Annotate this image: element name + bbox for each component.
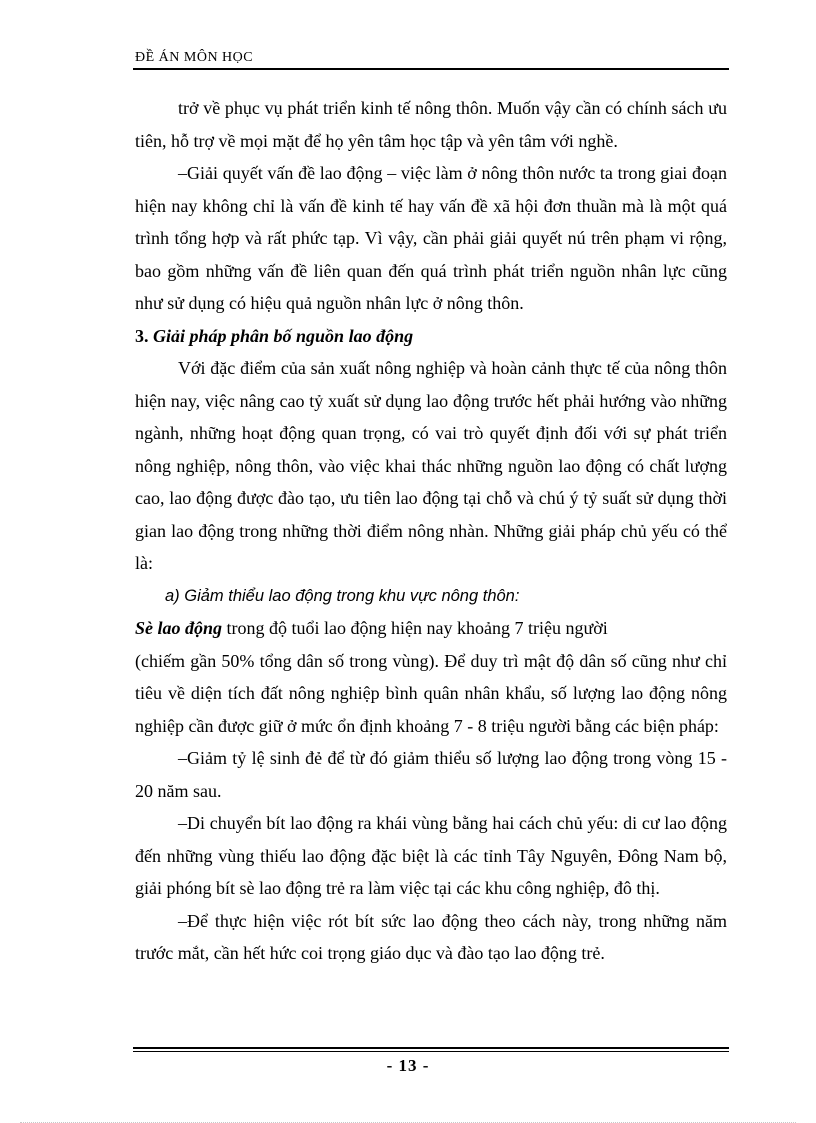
footer-divider-thin bbox=[133, 1051, 729, 1052]
paragraph-3: Với đặc điểm của sản xuất nông nghiệp và hoàn cảnh thực tế của nông thôn hiện nay, việc nâng cao tỷ xuất sử dụng lao động trước hết phải hướng vào những ngành, những hoạt động quan trọng, có vai trò quyết định đối với sự phát triển nông nghiệp, nông thôn, vào việc khai thác những nguồn lao động có chất lượng cao, lao động được đào tạo, ưu tiên lao động tại chỗ và chú ý tỷ suất sử dụng thời gian lao động trong những thời điểm nông nhàn. Những giải pháp chủ yếu có thể là: bbox=[135, 358, 727, 573]
paragraph-4-rest: trong độ tuổi lao động hiện nay khoảng 7 triệu người bbox=[222, 618, 608, 638]
paragraph-2: –Giải quyết vấn đề lao động – việc làm ở nông thôn nước ta trong giai đoạn hiện nay không chỉ là vấn đề kinh tế hay vấn đề xã hội đơn thuần mà là một quá trình tổng hợp và rất phức tạp. Vì vậy, cần phải giải quyết nú trên phạm vi rộng, bao gồm những vấn đề liên quan đến quá trình phát triển nguồn nhân lực cũng như sử dụng có hiệu quả nguồn nhân lực ở nông thôn. bbox=[135, 163, 727, 313]
paragraph-6: –Giảm tỷ lệ sinh đẻ để từ đó giảm thiểu số lượng lao động trong vòng 15 - 20 năm sau. bbox=[135, 748, 727, 801]
paragraph-7: –Di chuyển bít lao động ra khái vùng bằng hai cách chủ yếu: di cư lao động đến những vùng thiếu lao động đặc biệt là các tỉnh Tây Nguyên, Đông Nam bộ, giải phóng bít sè lao động trẻ ra làm việc tại các khu công nghiệp, đô thị. bbox=[135, 813, 727, 898]
section-heading-number: 3. bbox=[135, 325, 153, 346]
section-heading-3 bbox=[135, 320, 727, 353]
subheading-a: a) Giảm thiểu lao động trong khu vực nông thôn: bbox=[165, 586, 520, 605]
document-header-title: ĐỀ ÁN MÔN HỌC bbox=[135, 50, 254, 65]
paragraph-1: trở về phục vụ phát triển kinh tế nông thôn. Muốn vậy cần có chính sách ưu tiên, hỗ trợ về mọi mặt để họ yên tâm học tập và yên tâm với nghề. bbox=[135, 98, 727, 151]
paragraph-4 bbox=[135, 612, 727, 645]
paragraph-5: (chiếm gần 50% tổng dân số trong vùng). Để duy trì mật độ dân số cũng như chỉ tiêu về diện tích đất nông nghiệp bình quân nhân khẩu, số lượng lao động nông nghiệp cần được giữ ở mức ổn định khoảng 7 - 8 triệu người bằng các biện pháp: bbox=[135, 650, 727, 736]
paragraph-8: –Để thực hiện việc rót bít sức lao động theo cách này, trong những năm trước mắt, cần hết hức coi trọng giáo dục và đào tạo lao động trẻ. bbox=[135, 910, 727, 963]
page-number: - 13 - bbox=[386, 1056, 430, 1075]
paragraph-4-bold-lead: Sè lao động bbox=[135, 618, 223, 638]
document-body bbox=[135, 92, 727, 970]
header-divider bbox=[133, 68, 729, 70]
section-heading-text: Giải pháp phân bố nguồn lao động bbox=[153, 325, 414, 346]
footer-divider-thick bbox=[133, 1047, 729, 1049]
